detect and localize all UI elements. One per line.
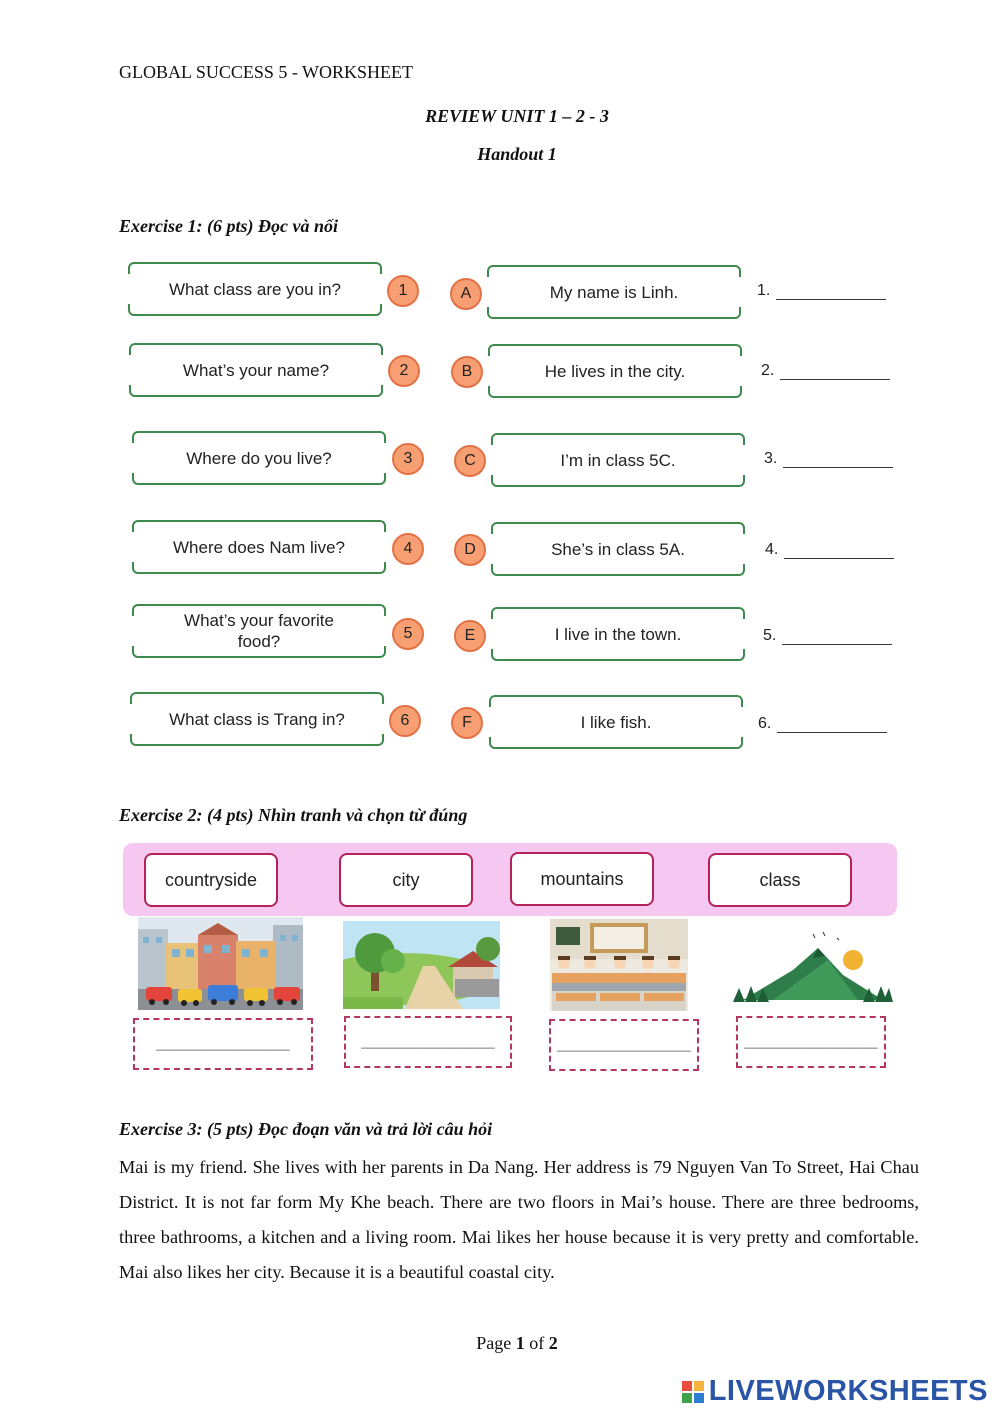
answer-box	[491, 433, 745, 487]
exercise3-title: Exercise 3: (5 pts) Đọc đoạn văn và trả lời câu hỏi	[119, 1119, 493, 1139]
question-number: 6	[389, 705, 421, 737]
answer-box	[487, 265, 741, 319]
answer-blank[interactable]	[761, 362, 890, 380]
page-title: REVIEW UNIT 1 – 2 - 3	[425, 106, 609, 126]
exercise2-title: Exercise 2: (4 pts) Nhìn tranh và chọn từ đúng	[119, 805, 468, 825]
answer-box	[488, 344, 742, 398]
liveworksheets-logo	[681, 1375, 988, 1408]
worksheet-label: GLOBAL SUCCESS 5 - WORKSHEET	[119, 62, 414, 82]
question-text: Where do you live?	[186, 448, 332, 468]
question-box	[132, 604, 386, 658]
page-total: 2	[548, 1333, 558, 1353]
answer-blank[interactable]	[764, 450, 893, 468]
question-number: 2	[388, 355, 420, 387]
answer-text: He lives in the city.	[544, 361, 686, 381]
answer-letter: D	[454, 534, 486, 566]
question-number: 3	[392, 443, 424, 475]
answer-input-box[interactable]: ____________________	[549, 1019, 699, 1071]
page-of: of	[529, 1333, 545, 1353]
question-text: What’s your name?	[182, 360, 330, 380]
classroom-picture	[550, 919, 688, 1011]
answer-text: She’s in class 5A.	[551, 539, 685, 559]
page-number: 1	[515, 1333, 525, 1353]
answer-letter: F	[451, 707, 483, 739]
word-bank	[123, 843, 897, 916]
question-text: What’s your favorite food?	[184, 611, 334, 651]
answer-text: My name is Linh.	[549, 282, 679, 302]
page-subtitle: Handout 1	[477, 144, 557, 164]
blank-number: 4.	[765, 541, 779, 558]
answer-box	[491, 607, 745, 661]
answer-box	[489, 695, 743, 749]
answer-letter: E	[454, 620, 486, 652]
blank-number: 2.	[761, 362, 775, 379]
countryside-picture	[343, 921, 500, 1009]
question-box	[128, 262, 382, 316]
blank-number: 1.	[757, 282, 771, 299]
word-option: mountains	[510, 852, 654, 906]
answer-letter: B	[451, 356, 483, 388]
question-text: Where does Nam live?	[173, 537, 345, 557]
exercise1-title: Exercise 1: (6 pts) Đọc và nối	[119, 216, 338, 236]
mountains-picture	[733, 930, 893, 1002]
question-number: 1	[387, 275, 419, 307]
question-box	[129, 343, 383, 397]
city-picture	[138, 917, 303, 1010]
answer-input-box[interactable]: ____________________	[344, 1016, 512, 1068]
answer-blank[interactable]	[765, 541, 894, 559]
word-option: class	[708, 853, 852, 907]
question-text: What class are you in?	[169, 279, 341, 299]
question-number: 4	[392, 533, 424, 565]
page-label: Page	[476, 1333, 512, 1353]
word-option: city	[339, 853, 473, 907]
answer-blank[interactable]	[763, 627, 892, 645]
question-box	[130, 692, 384, 746]
logo-text: LIVEWORKSHEETS	[708, 1375, 988, 1407]
answer-blank[interactable]	[757, 282, 886, 300]
answer-blank[interactable]	[758, 715, 887, 733]
answer-text: I like fish.	[580, 712, 652, 732]
question-box	[132, 431, 386, 485]
blank-number: 6.	[758, 715, 772, 732]
answer-input-box[interactable]: ____________________	[133, 1018, 313, 1070]
reading-passage: Mai is my friend. She lives with her parents in Da Nang. Her address is 79 Nguyen Van To Street, Hai Chau District. It is not far form My Khe beach. There are two floors in Mai’s house. There are three bedrooms, three bathrooms, a kitchen and a living room. Mai likes her house because it is very pretty and comfortable. Mai also likes her city. Because it is a beautiful coastal city.	[119, 1157, 919, 1282]
question-box	[132, 520, 386, 574]
question-text: What class is Trang in?	[169, 709, 345, 729]
question-number: 5	[392, 618, 424, 650]
answer-letter: A	[450, 278, 482, 310]
answer-box	[491, 522, 745, 576]
blank-number: 5.	[763, 627, 777, 644]
blank-number: 3.	[764, 450, 778, 467]
word-option: countryside	[144, 853, 278, 907]
page-footer	[0, 1333, 1000, 1354]
answer-text: I’m in class 5C.	[560, 450, 676, 470]
answer-text: I live in the town.	[554, 624, 682, 644]
answer-input-box[interactable]: ____________________	[736, 1016, 886, 1068]
logo-icon	[681, 1380, 705, 1404]
answer-letter: C	[454, 445, 486, 477]
